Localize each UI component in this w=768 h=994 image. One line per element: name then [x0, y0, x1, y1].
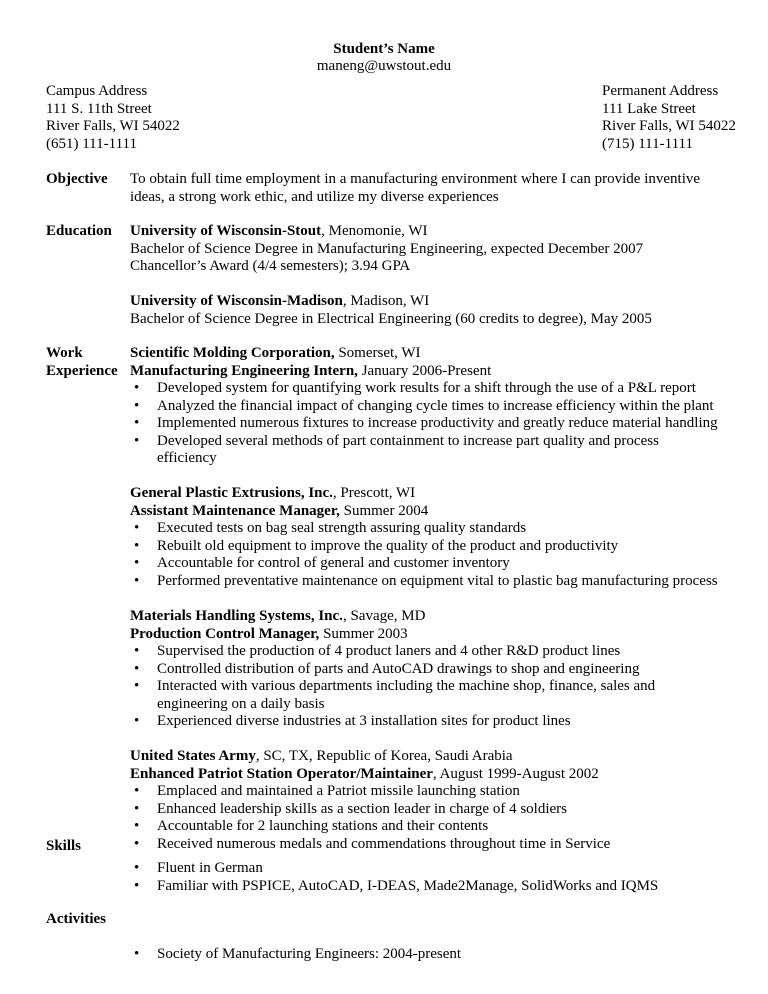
bullet-icon: •: [134, 572, 140, 589]
campus-address-line: 111 S. 11th Street: [46, 100, 152, 117]
bullet-item: [130, 538, 718, 556]
bullet-icon: •: [134, 713, 140, 729]
bullet-item: [130, 415, 718, 433]
bullet-item: [130, 946, 461, 964]
job-title: Enhanced Patriot Station Operator/Maintainer: [130, 765, 433, 782]
bullet-icon: •: [134, 432, 140, 449]
bullet-item: [130, 836, 610, 854]
permanent-address-line: (715) 111-1111: [602, 135, 693, 152]
bullet-item: [130, 573, 718, 591]
company-name: General Plastic Extrusions, Inc.: [130, 485, 333, 501]
bullet-text: Implemented numerous fixtures to increase productivity and greatly reduce material handling: [157, 415, 718, 431]
campus-address-line: Campus Address: [46, 83, 148, 99]
school-name: University of Wisconsin-Stout: [130, 223, 322, 239]
bullet-icon: •: [134, 643, 140, 659]
bullet-text: Received numerous medals and commendations throughout time in Service: [157, 835, 611, 852]
job-dates: January 2006-Present: [357, 362, 492, 379]
campus-address: [46, 83, 180, 153]
bullet-item: [130, 878, 658, 896]
bullet-text: Enhanced leadership skills as a section leader in charge of 4 soldiers: [157, 800, 568, 817]
company-location: , Savage, MD: [342, 608, 426, 624]
campus-address-line: (651) 111-1111: [46, 135, 137, 152]
bullet-text: Familiar with PSPICE, AutoCAD, I-DEAS, Made2Manage, SolidWorks and IQMS: [157, 877, 659, 894]
bullet-icon: •: [134, 678, 140, 694]
permanent-address-line: 111 Lake Street: [602, 100, 696, 117]
student-name: Student’s Name: [333, 41, 435, 57]
bullet-icon: •: [134, 946, 140, 962]
bullet-text: Executed tests on bag seal strength assuring quality standards: [157, 520, 527, 536]
bullet-icon: •: [134, 818, 140, 834]
company-location: , SC, TX, Republic of Korea, Saudi Arabia: [255, 748, 513, 764]
objective-line: To obtain full time employment in a manufacturing environment where I can provide inventive: [130, 171, 701, 187]
bullet-text: Developed several methods of part containment to increase part quality and process: [157, 432, 659, 449]
bullet-item: [130, 555, 718, 573]
job-title-line: [130, 626, 655, 644]
work-label-line: Experience: [46, 362, 118, 379]
work-experience-label: [46, 345, 118, 380]
bullet-icon: •: [134, 520, 140, 536]
bullet-item: [130, 678, 655, 713]
company-name: Materials Handling Systems, Inc.: [130, 608, 343, 624]
bullet-item: [130, 801, 610, 819]
degree-line: Bachelor of Science Degree in Electrical Engineering (60 credits to degree), May 2005: [130, 310, 652, 327]
job-company-line: [130, 345, 718, 363]
bullet-text: efficiency: [157, 450, 217, 466]
job-title: Manufacturing Engineering Intern,: [130, 362, 358, 379]
bullet-text: Controlled distribution of parts and AutoCAD drawings to shop and engineering: [157, 660, 640, 677]
school-location: , Menomonie, WI: [321, 223, 428, 239]
skills-label: Skills: [46, 838, 82, 854]
job-company-line: [130, 485, 718, 503]
bullet-item: [130, 713, 655, 731]
bullet-item: [130, 860, 658, 878]
objective-label: Objective: [46, 171, 108, 187]
job-company-line: [130, 748, 610, 766]
bullet-text: Fluent in German: [157, 860, 263, 876]
job-title-line: [130, 766, 610, 784]
bullet-icon: •: [134, 537, 140, 554]
permanent-address-line: Permanent Address: [602, 83, 719, 99]
work-label-line: Work: [46, 345, 83, 361]
job-title: Assistant Maintenance Manager,: [130, 502, 340, 519]
bullet-item: [130, 661, 655, 679]
bullet-item: [130, 643, 655, 661]
degree-line: Bachelor of Science Degree in Manufacturing Engineering, expected December 2007: [130, 240, 644, 257]
education-label: Education: [46, 223, 112, 239]
company-location: Somerset, WI: [334, 345, 421, 361]
bullet-icon: •: [134, 380, 140, 396]
bullet-icon: •: [134, 783, 140, 799]
company-location: , Prescott, WI: [332, 485, 416, 501]
job-dates: Summer 2003: [319, 625, 408, 642]
bullet-text: Society of Manufacturing Engineers: 2004-present: [157, 946, 462, 962]
objective-line: ideas, a strong work ethic, and utilize my diverse experiences: [130, 188, 499, 205]
company-name: United States Army: [130, 748, 256, 764]
job-title-line: [130, 503, 718, 521]
bullet-text: engineering on a daily basis: [157, 695, 325, 712]
bullet-icon: •: [134, 397, 140, 414]
job-company-line: [130, 608, 655, 626]
activities-label: Activities: [46, 911, 106, 927]
bullet-item: [130, 380, 718, 398]
job-entry: [130, 608, 655, 731]
bullet-text: Emplaced and maintained a Patriot missile launching station: [157, 783, 520, 799]
bullet-icon: •: [134, 877, 140, 894]
job-dates: Summer 2004: [339, 502, 429, 519]
bullet-text: Accountable for 2 launching stations and their contents: [157, 818, 489, 834]
job-entry: [130, 748, 610, 853]
permanent-address-line: River Falls, WI 54022: [602, 118, 736, 134]
company-name: Scientific Molding Corporation,: [130, 345, 335, 361]
email: maneng@uwstout.edu: [316, 58, 452, 74]
bullet-icon: •: [134, 800, 140, 817]
bullet-item: [130, 818, 610, 836]
bullet-icon: •: [134, 860, 140, 876]
bullet-item: [130, 520, 718, 538]
bullet-text: Accountable for control of general and customer inventory: [157, 555, 510, 571]
bullet-item: [130, 783, 610, 801]
school-name: University of Wisconsin-Madison: [130, 293, 343, 309]
bullet-icon: •: [134, 835, 140, 852]
bullet-icon: •: [134, 660, 140, 677]
job-dates: , August 1999-August 2002: [432, 765, 599, 782]
bullet-icon: •: [134, 415, 140, 431]
bullet-item: [130, 398, 718, 416]
bullet-text: Analyzed the financial impact of changing cycle times to increase efficiency within the plant: [157, 397, 714, 414]
education-school: [130, 293, 652, 328]
objective-text: [130, 171, 700, 206]
job-title-line: [130, 363, 718, 381]
bullet-item: [130, 433, 718, 468]
bullet-text: Rebuilt old equipment to improve the quality of the product and productivity: [157, 537, 619, 554]
job-entry: [130, 485, 718, 590]
job-title: Production Control Manager,: [130, 625, 320, 642]
activities-list: [130, 946, 461, 964]
school-location: , Madison, WI: [342, 293, 430, 309]
bullet-icon: •: [134, 555, 140, 571]
education-school: [130, 223, 643, 276]
bullet-text: Interacted with various departments including the machine shop, finance, sales and: [157, 678, 656, 694]
bullet-text: Supervised the production of 4 product laners and 4 other R&D product lines: [157, 643, 621, 659]
bullet-text: Developed system for quantifying work results for a shift through the use of a P&L report: [157, 380, 696, 396]
award-line: Chancellor’s Award (4/4 semesters); 3.94 GPA: [130, 258, 411, 274]
bullet-text: Experienced diverse industries at 3 installation sites for product lines: [157, 713, 571, 729]
permanent-address: [602, 83, 736, 153]
campus-address-line: River Falls, WI 54022: [46, 118, 180, 134]
bullet-text: Performed preventative maintenance on equipment vital to plastic bag manufacturing process: [157, 572, 718, 589]
skills-list: [130, 860, 658, 895]
job-entry: [130, 345, 718, 468]
